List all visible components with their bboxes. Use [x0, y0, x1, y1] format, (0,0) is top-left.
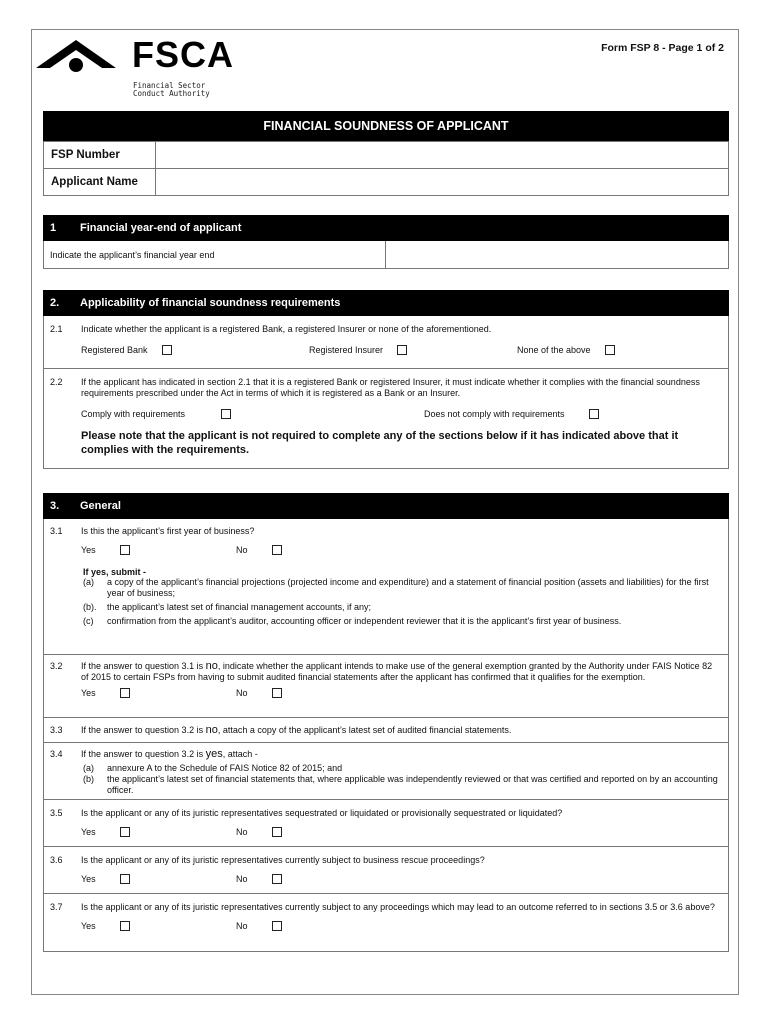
- list-item: (b). the applicant’s latest set of financial management accounts, if any;: [83, 602, 371, 612]
- question-3-7: [43, 894, 729, 952]
- list-item: (a) a copy of the applicant’s financial projections (projected income and expenditure) and a statement of financial position (assets and liabilities) for the first year of business;: [83, 577, 709, 598]
- q-text: If the applicant has indicated in section 2.1 that it is a registered Bank or registered Insurer, it must indicate whether it complies with the financial soundness requirements prescribed under the Act in terms of which it is registered as a Bank or an Insurer.: [81, 377, 700, 398]
- yes-label: Yes: [81, 827, 96, 837]
- q-number: 3.1: [50, 526, 63, 536]
- option-label: Comply with requirements: [81, 409, 186, 419]
- q32-no-checkbox[interactable]: [272, 688, 282, 698]
- q-text: If the answer to question 3.2 is no, attach a copy of the applicant’s latest set of audited financial statements.: [81, 724, 512, 736]
- q-number: 2.1: [50, 324, 63, 334]
- q-text: Is the applicant or any of its juristic representatives sequestrated or liquidated or provisionally sequestrated or liquidated?: [81, 808, 563, 818]
- question-3-3: [43, 718, 729, 743]
- registered-bank-checkbox[interactable]: [162, 345, 172, 355]
- q-number: 3.7: [50, 902, 63, 912]
- section-2-number: 2.: [50, 297, 60, 309]
- comply-checkbox[interactable]: [221, 409, 231, 419]
- q-number: 3.5: [50, 808, 63, 818]
- q31-items: [44, 577, 728, 627]
- q-text: If the answer to question 3.2 is yes, attach -: [81, 748, 258, 760]
- q37-no-checkbox[interactable]: [272, 921, 282, 931]
- fsp-number-label: FSP Number: [44, 142, 156, 169]
- fsp-number-field[interactable]: [156, 142, 729, 169]
- no-label: No: [236, 688, 248, 698]
- not-comply-checkbox[interactable]: [589, 409, 599, 419]
- fsca-logo-icon: [36, 38, 128, 78]
- option-label: Registered Bank: [81, 345, 148, 355]
- no-label: No: [236, 874, 248, 884]
- org-name: FSCA: [132, 34, 234, 75]
- q35-no-checkbox[interactable]: [272, 827, 282, 837]
- option-label: None of the above: [517, 345, 591, 355]
- q-text: Is the applicant or any of its juristic representatives currently subject to business rescue proceedings?: [81, 855, 485, 865]
- q-number: 3.4: [50, 749, 63, 759]
- q36-yes-checkbox[interactable]: [120, 874, 130, 884]
- no-label: No: [236, 921, 248, 931]
- q-text: Is the applicant or any of its juristic representatives currently subject to any proceedings which may lead to an outcome referred to in sections 3.5 or 3.6 above?: [81, 902, 715, 912]
- section-3: [43, 493, 729, 952]
- yes-label: Yes: [81, 921, 96, 931]
- q31-no-checkbox[interactable]: [272, 545, 282, 555]
- applicant-name-label: Applicant Name: [44, 169, 156, 196]
- option-label: Registered Insurer: [309, 345, 384, 355]
- no-label: No: [236, 545, 248, 555]
- question-3-5: [43, 800, 729, 847]
- option-label: Does not comply with requirements: [424, 409, 565, 419]
- year-end-prompt: Indicate the applicant’s financial year end: [44, 241, 386, 268]
- fsca-logo: [36, 34, 276, 104]
- q32-yes-checkbox[interactable]: [120, 688, 130, 698]
- q-number: 3.6: [50, 855, 63, 865]
- section-3-header: [43, 493, 729, 519]
- section-1-number: 1: [50, 222, 57, 234]
- section-2-header: [43, 290, 729, 316]
- section-2-title: Applicability of financial soundness requirements: [80, 297, 341, 309]
- list-item: (b) the applicant’s latest set of financial statements that, where applicable was independently reviewed or that was certified and reported on by an accounting officer.: [83, 774, 718, 795]
- question-3-1: [43, 519, 729, 655]
- year-end-field[interactable]: [386, 241, 728, 268]
- question-3-4: [43, 743, 729, 800]
- section-1: [43, 215, 729, 269]
- yes-label: Yes: [81, 874, 96, 884]
- no-label: No: [236, 827, 248, 837]
- q-text: Is this the applicant’s first year of business?: [81, 526, 255, 536]
- yes-label: Yes: [81, 545, 96, 555]
- section-2: [43, 290, 729, 469]
- question-3-2: [43, 655, 729, 718]
- question-2-1: [43, 316, 729, 369]
- org-subtitle: Financial Sector Conduct Authority: [133, 81, 210, 98]
- form-reference: Form FSP 8 - Page 1 of 2: [601, 42, 724, 54]
- yes-label: Yes: [81, 688, 96, 698]
- q37-yes-checkbox[interactable]: [120, 921, 130, 931]
- section-3-title: General: [80, 500, 121, 512]
- q31-yes-checkbox[interactable]: [120, 545, 130, 555]
- form-title: FINANCIAL SOUNDNESS OF APPLICANT: [43, 111, 729, 141]
- applicant-header: [43, 111, 729, 196]
- q-number: 2.2: [50, 377, 63, 387]
- section-3-number: 3.: [50, 500, 60, 512]
- section-1-header: [43, 215, 729, 241]
- applicant-name-field[interactable]: [156, 169, 729, 196]
- question-2-2: [43, 369, 729, 469]
- q-number: 3.3: [50, 725, 63, 735]
- list-item: (a) annexure A to the Schedule of FAIS Notice 82 of 2015; and: [83, 763, 343, 773]
- section-1-title: Financial year-end of applicant: [80, 222, 242, 234]
- applicability-note: Please note that the applicant is not required to complete any of the sections below if it has indicated above that it complies with the requirements.: [81, 430, 679, 456]
- registered-insurer-checkbox[interactable]: [397, 345, 407, 355]
- q31-if-yes: If yes, submit -: [83, 567, 147, 577]
- none-of-above-checkbox[interactable]: [605, 345, 615, 355]
- q-text: Indicate whether the applicant is a registered Bank, a registered Insurer or none of the aforementioned.: [81, 324, 492, 334]
- question-3-6: [43, 847, 729, 894]
- q-text: If the answer to question 3.1 is no, indicate whether the applicant intends to make use of the general exemption granted by the Authority under FAIS Notice 82 of 2015 to certain FSPs from having to submit audited financial statements after the applicant has confirmed that it qualifies for the exemption.: [81, 660, 713, 682]
- q35-yes-checkbox[interactable]: [120, 827, 130, 837]
- q36-no-checkbox[interactable]: [272, 874, 282, 884]
- q-number: 3.2: [50, 661, 63, 671]
- q34-items: [44, 763, 728, 796]
- list-item: (c) confirmation from the applicant’s auditor, accounting officer or independent reviewer that it is the applicant’s first year of business.: [83, 616, 622, 626]
